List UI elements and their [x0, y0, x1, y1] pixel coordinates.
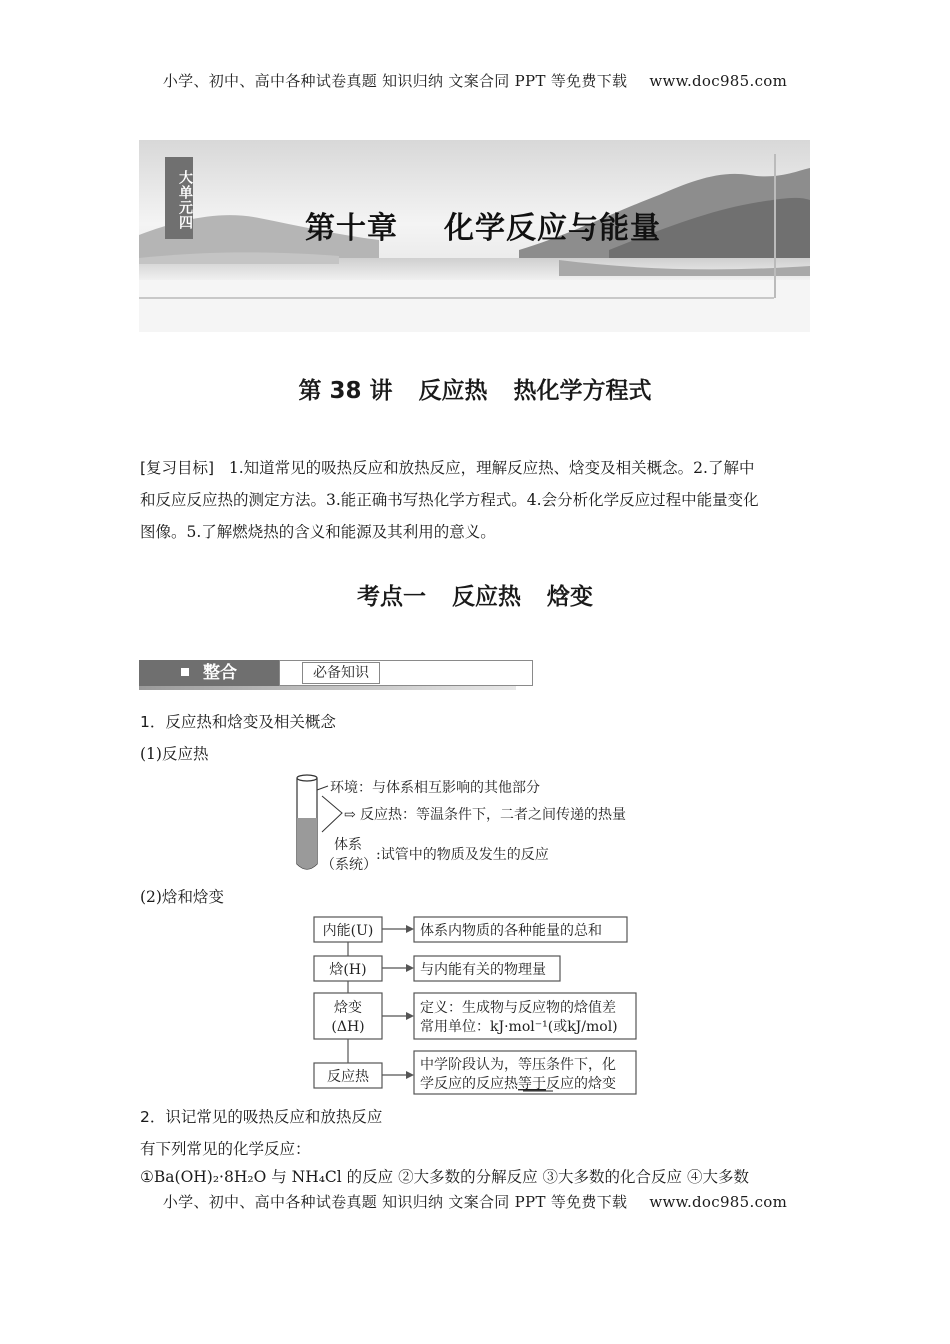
enthalpy-change-unit: 常用单位：kJ·mol⁻¹(或kJ/mol) [420, 1019, 618, 1035]
point-1-sub-1: (1)反应热 [140, 745, 209, 763]
bar-shadow [139, 686, 516, 690]
footer-url[interactable]: www.doc985.com [649, 1193, 788, 1211]
reaction-heat-text: 反应热：等温条件下，二者之间传递的热量 [360, 807, 626, 823]
knowledge-tab [279, 660, 533, 686]
square-icon [181, 668, 189, 676]
section-number: 考点一 [357, 584, 426, 610]
chapter-title [305, 203, 661, 247]
objectives-line-3: 图像。5.了解燃烧热的含义和能源及其利用的意义。 [140, 523, 496, 541]
enthalpy-box: 焓(H) [329, 962, 367, 978]
enthalpy-change-box-2: (ΔH) [331, 1019, 365, 1035]
chapter-number: 第十章 [305, 211, 398, 246]
section-title-1: 反应热 [452, 584, 521, 610]
enthalpy-change-def: 定义：生成物与反应物的焓值差 [420, 1000, 616, 1016]
reaction-heat-box: 反应热 [327, 1069, 369, 1085]
reaction-heat-desc-2b: 等于 [518, 1076, 546, 1092]
point-1-sub-2: (2)焓和焓变 [140, 888, 224, 906]
point-1-title: 1．反应热和焓变及相关概念 [140, 713, 336, 731]
enthalpy-change-box-1: 焓变 [334, 1000, 362, 1016]
internal-energy-desc: 体系内物质的各种能量的总和 [420, 923, 602, 939]
knowledge-label: 必备知识 [302, 662, 380, 684]
test-tube-icon [297, 775, 317, 869]
page-footer [0, 1191, 950, 1212]
chapter-name: 化学反应与能量 [444, 211, 661, 246]
system-alt-text: （系统） [321, 857, 377, 873]
reaction-heat-desc-2c: 反应的焓变 [546, 1076, 616, 1092]
system-text: 体系 [334, 837, 362, 853]
section-title-2: 焓变 [547, 584, 593, 610]
lecture-title-2: 热化学方程式 [513, 378, 652, 404]
integration-label: 整合 [203, 663, 237, 683]
objectives-line-1: 1.知道常见的吸热反应和放热反应，理解反应热、焓变及相关概念。2.了解中 [228, 459, 755, 477]
section-title [0, 578, 950, 611]
reaction-heat-diagram [290, 770, 670, 878]
objectives-line-2: 和反应反应热的测定方法。3.能正确书写热化学方程式。4.会分析化学反应过程中能量变化 [140, 491, 759, 509]
reaction-heat-desc-2a: 学反应的反应热 [420, 1076, 518, 1092]
header-text: 小学、初中、高中各种试卷真题 知识归纳 文案合同 PPT 等免费下载 [162, 72, 628, 90]
point-2-line: ①Ba(OH)₂·8H₂O 与 NH₄Cl 的反应 ②大多数的分解反应 ③大多数的化合反应 ④大多数 [140, 1168, 749, 1186]
environment-text: 环境：与体系相互影响的其他部分 [330, 780, 540, 796]
reaction-heat-desc-1: 中学阶段认为，等压条件下，化 [420, 1057, 616, 1073]
header-url[interactable]: www.doc985.com [649, 72, 788, 90]
review-objectives [140, 452, 810, 548]
page-header [0, 70, 950, 91]
arrow-icon: ⇨ [344, 807, 356, 823]
enthalpy-diagram [310, 914, 640, 1096]
lecture-number: 第 38 讲 [298, 378, 393, 404]
lecture-title [0, 372, 950, 405]
integration-tab [139, 660, 279, 686]
point-2-title: 2．识记常见的吸热反应和放热反应 [140, 1108, 383, 1126]
lecture-title-1: 反应热 [418, 378, 488, 404]
footer-text: 小学、初中、高中各种试卷真题 知识归纳 文案合同 PPT 等免费下载 [162, 1193, 628, 1211]
unit-tag: 大单元四 [165, 157, 193, 239]
objectives-label: [复习目标] [140, 459, 215, 477]
enthalpy-desc: 与内能有关的物理量 [420, 962, 546, 978]
point-2-intro: 有下列常见的化学反应： [140, 1140, 311, 1158]
system-desc-text: :试管中的物质及发生的反应 [376, 847, 549, 863]
reaction-heat-desc-2 [420, 1075, 616, 1092]
section-bar [139, 660, 516, 690]
internal-energy-box: 内能(U) [322, 923, 374, 939]
